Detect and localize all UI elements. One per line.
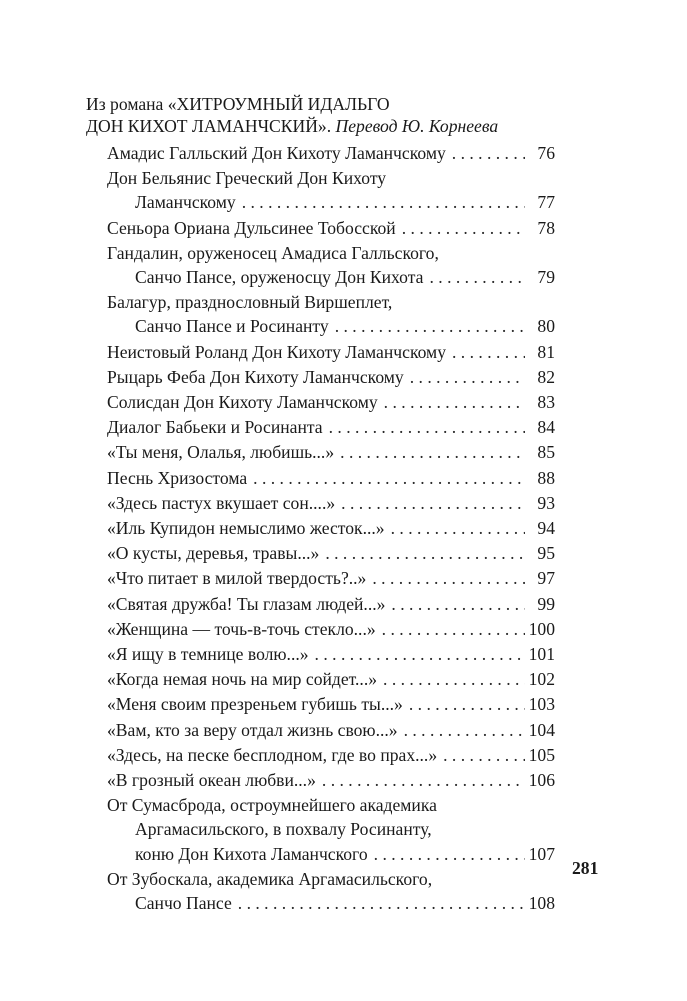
toc-entry-title-line: Неистовый Роланд Дон Кихоту Ламанчскому: [107, 341, 446, 362]
toc-entry-row: [107, 440, 555, 464]
toc-entry-page: 80: [537, 316, 555, 337]
toc-entry-title-line: Сеньора Ориана Дульсинее Тобосской: [107, 217, 396, 238]
dot-leader: [404, 718, 525, 742]
dot-leader: [409, 692, 525, 716]
toc-entry-row: [107, 842, 555, 866]
toc-entry-page: 104: [528, 719, 555, 740]
toc-entry-row: [107, 466, 555, 490]
toc-entry-page: 97: [537, 568, 555, 589]
dot-leader: [383, 667, 525, 691]
dot-leader: [384, 390, 525, 414]
translator-credit: Перевод Ю. Корнеева: [335, 116, 499, 136]
toc-entry-title-line: «Иль Купидон немыслимо жесток...»: [107, 518, 385, 539]
toc-entry-title-line: «Женщина — точь-в-точь стекло...»: [107, 618, 376, 639]
toc-entry-title-line: «Вам, кто за веру отдал жизнь свою...»: [107, 719, 398, 740]
toc-entry-page: 79: [537, 267, 555, 288]
toc-entry-title-line: Аргамасильского, в похвалу Росинанту,: [135, 819, 432, 840]
toc-entry-title-line: «Ты меня, Олалья, любишь...»: [107, 442, 335, 463]
toc-entry-title-line: Песнь Хризостома: [107, 467, 248, 488]
toc-entry: [107, 592, 555, 616]
toc-entry-row: [107, 141, 555, 165]
dot-leader: [341, 491, 525, 515]
toc-entry-row: [107, 265, 555, 289]
toc-entry-page: 99: [537, 593, 555, 614]
dot-leader: [452, 340, 525, 364]
toc-entry-title-line: «Меня своим презреньем губишь ты...»: [107, 694, 403, 715]
toc-entry-row: [107, 642, 555, 666]
toc-entry: [107, 440, 555, 464]
dot-leader: [325, 541, 525, 565]
toc-entry-page: 88: [537, 467, 555, 488]
dot-leader: [335, 314, 525, 338]
heading-title-end: ДОН КИХОТ ЛАМАНЧСКИЙ».: [86, 116, 332, 136]
toc-entry-title-line: «Я ищу в темнице волю...»: [107, 644, 309, 665]
toc-entry-title-line: Балагур, празднословный Виршеплет,: [107, 292, 393, 313]
toc-entry: [107, 768, 555, 792]
toc-entry: [107, 466, 555, 490]
toc-entry: [107, 340, 555, 364]
toc-entry-row: [107, 667, 555, 691]
toc-entry: [107, 365, 555, 389]
dot-leader: [382, 617, 525, 641]
heading-line-2: [86, 115, 498, 137]
toc-entry-row: [107, 340, 555, 364]
toc-entry-page: 95: [537, 543, 555, 564]
toc-entry-title-line: От Сумасброда, остроумнейшего академика: [107, 795, 437, 816]
toc-entry: [107, 141, 555, 165]
dot-leader: [372, 566, 525, 590]
toc-entry-title-line: «О кусты, деревья, травы...»: [107, 543, 320, 564]
toc-entry-title-line: Санчо Пансе, оруженосцу Дон Кихота: [135, 267, 424, 288]
toc-entry-title-line: «Когда немая ночь на мир сойдет...»: [107, 669, 378, 690]
dot-leader: [340, 440, 525, 464]
toc-entry-title-line: От Зубоскала, академика Аргамасильского,: [107, 868, 433, 889]
dot-leader: [391, 592, 525, 616]
toc-entry: [107, 541, 555, 565]
page-number: 281: [572, 858, 599, 878]
toc-entry-title-line: «Что питает в милой твердость?..»: [107, 568, 367, 589]
toc-entry: [107, 718, 555, 742]
toc-entry-title-line: «Здесь пастух вкушает сон....»: [107, 492, 336, 513]
toc-entry: [107, 642, 555, 666]
toc-entry-title-line: Дон Бельянис Греческий Дон Кихоту: [107, 168, 387, 189]
toc-entry-row: [107, 768, 555, 792]
toc-entry-page: 85: [537, 442, 555, 463]
toc-entry: [107, 415, 555, 439]
dot-leader: [253, 466, 525, 490]
toc-entry-title-line: «Здесь, на песке бесплодном, где во прах...»: [107, 744, 438, 765]
toc-entry-row: [107, 891, 555, 915]
toc-entry-row: [107, 566, 555, 590]
toc-entry-page: 78: [537, 217, 555, 238]
toc-entry-page: 93: [537, 492, 555, 513]
toc-entry: [107, 491, 555, 515]
toc-entry-page: 103: [528, 694, 555, 715]
toc-entry-page: 105: [528, 744, 555, 765]
toc-entry: [107, 667, 555, 691]
toc-entry-page: 83: [537, 392, 555, 413]
toc-entry: [107, 743, 555, 767]
toc-entry-title-line: Ламанчскому: [135, 192, 236, 213]
toc-entry-row: [107, 314, 555, 338]
toc-entry-row: [107, 541, 555, 565]
toc-entry-row: [107, 516, 555, 540]
toc-entry-page: 106: [528, 770, 555, 791]
toc-entry-page: 77: [537, 192, 555, 213]
dot-leader: [443, 743, 524, 767]
dot-leader: [374, 842, 525, 866]
dot-leader: [410, 365, 525, 389]
toc-entry-title-line: Санчо Пансе: [135, 893, 232, 914]
toc-entry-row: [107, 692, 555, 716]
toc-entry-page: 76: [537, 143, 555, 163]
dot-leader: [452, 141, 525, 165]
toc-entry-title-line: «Святая дружба! Ты глазам людей...»: [107, 593, 386, 614]
toc-entry-title-line: Санчо Пансе и Росинанту: [135, 316, 329, 337]
dot-leader: [329, 415, 525, 439]
dot-leader: [391, 516, 525, 540]
dot-leader: [242, 190, 525, 214]
toc-entry-title-line: Гандалин, оруженосец Амадиса Галльского,: [107, 242, 439, 263]
dot-leader: [402, 216, 525, 240]
toc-entry: [107, 390, 555, 414]
toc-entry: [107, 793, 555, 866]
toc-entry-title-line: «В грозный океан любви...»: [107, 770, 316, 791]
section-heading: [86, 93, 498, 137]
toc-entry-title-line: Амадис Галльский Дон Кихоту Ламанчскому: [107, 143, 446, 163]
dot-leader: [238, 891, 525, 915]
toc-entry-row: [107, 743, 555, 767]
toc-entry: [107, 867, 555, 915]
heading-line-1: Из романа «ХИТРОУМНЫЙ ИДАЛЬГО: [86, 94, 390, 114]
toc-entry-row: [107, 718, 555, 742]
toc-entry-row: [107, 491, 555, 515]
toc-entry-row: [107, 390, 555, 414]
toc-entry: [107, 216, 555, 240]
toc-entry-page: 108: [528, 893, 555, 914]
toc-entry-title-line: Диалог Бабьеки и Росинанта: [107, 417, 323, 438]
toc-entry: [107, 241, 555, 289]
dot-leader: [315, 642, 525, 666]
toc-entry-title-line: коню Дон Кихота Ламанчского: [135, 843, 368, 864]
table-of-contents: [107, 141, 555, 916]
toc-entry-row: [107, 415, 555, 439]
toc-entry-page: 102: [528, 669, 555, 690]
toc-entry-title-line: Рыцарь Феба Дон Кихоту Ламанчскому: [107, 366, 404, 387]
toc-entry-page: 100: [528, 618, 555, 639]
toc-entry-row: [107, 592, 555, 616]
toc-entry: [107, 692, 555, 716]
dot-leader: [429, 265, 525, 289]
toc-entry: [107, 290, 555, 338]
toc-entry: [107, 566, 555, 590]
toc-entry-page: 82: [537, 366, 555, 387]
toc-entry-page: 101: [528, 644, 555, 665]
toc-entry: [107, 516, 555, 540]
toc-entry-row: [107, 216, 555, 240]
toc-entry-row: [107, 190, 555, 214]
toc-entry: [107, 166, 555, 214]
toc-entry-row: [107, 617, 555, 641]
toc-entry: [107, 617, 555, 641]
toc-entry-page: 107: [528, 843, 555, 864]
toc-entry-title-line: Солисдан Дон Кихоту Ламанчскому: [107, 392, 378, 413]
dot-leader: [322, 768, 525, 792]
toc-entry-page: 81: [537, 341, 555, 362]
toc-entry-row: [107, 365, 555, 389]
toc-entry-page: 94: [537, 518, 555, 539]
toc-entry-page: 84: [537, 417, 555, 438]
